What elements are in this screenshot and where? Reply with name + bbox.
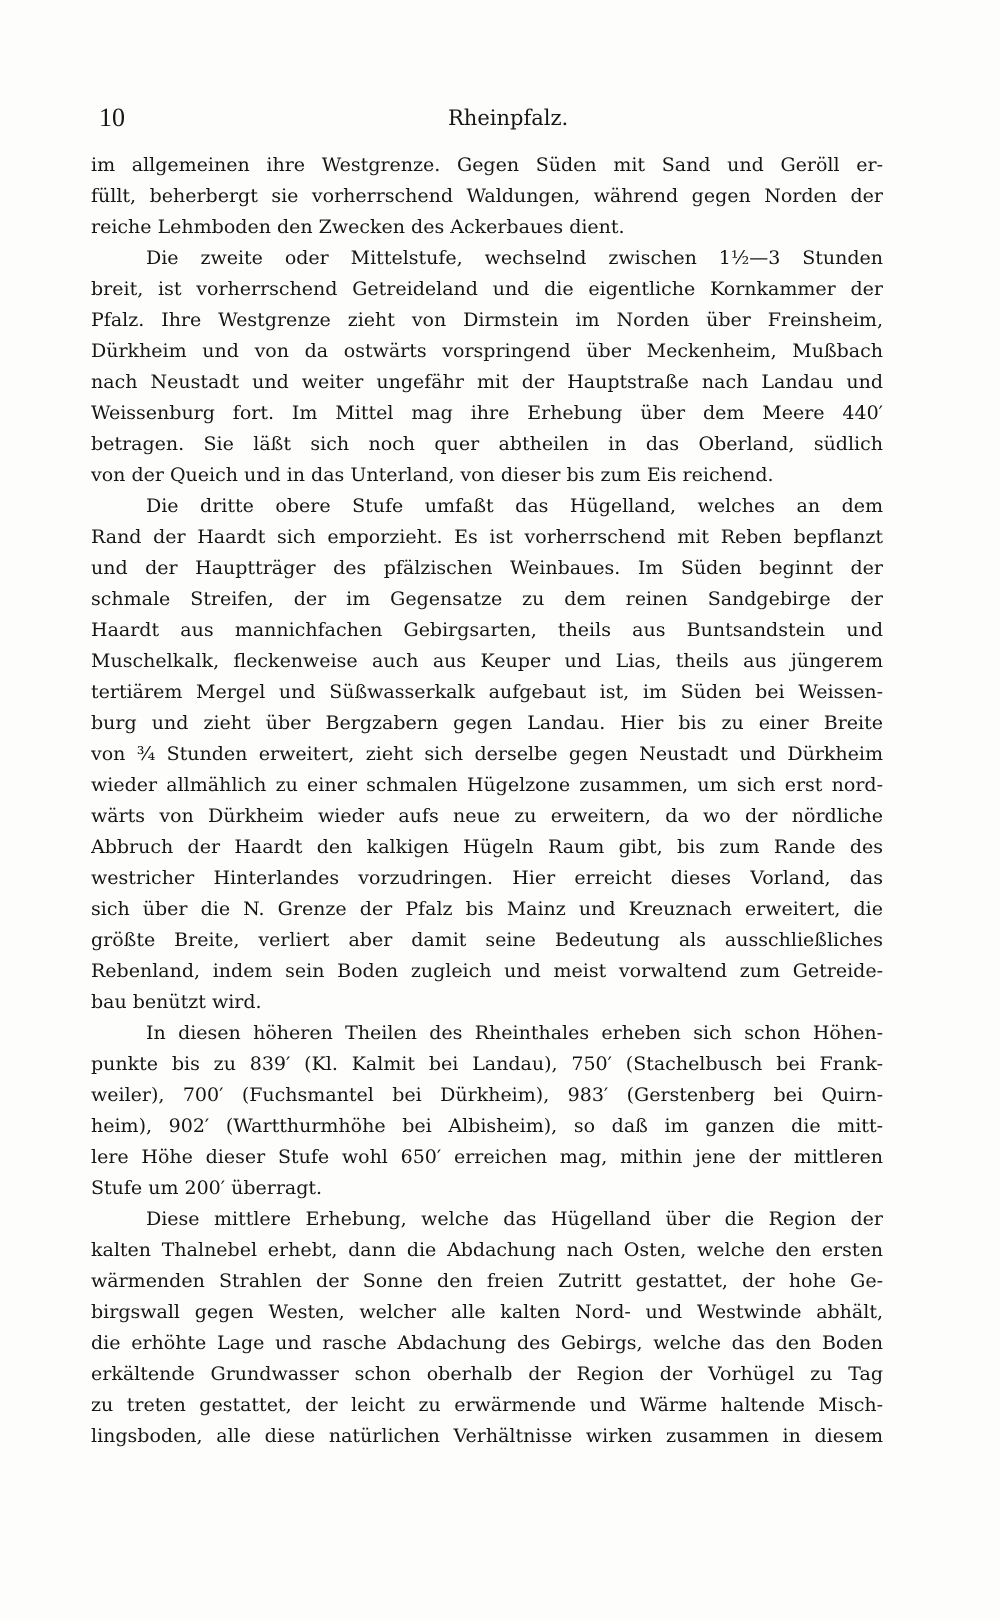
text-line: punkte bis zu 839′ (Kl. Kalmit bei Landau), 750′ (Stachelbusch bei Frank- [91,1053,883,1075]
text-line: Die dritte obere Stufe umfaßt das Hügelland, welches an dem [146,495,883,517]
text-line: wieder allmählich zu einer schmalen Hügelzone zusammen, um sich erst nord- [91,774,883,796]
text-line: zu treten gestattet, der leicht zu erwärmende und Wärme haltende Misch- [91,1394,883,1416]
body-text [91,150,883,1452]
text-line: reiche Lehmboden den Zwecken des Ackerbaues dient. [91,216,625,238]
text-line: Rand der Haardt sich emporzieht. Es ist vorherrschend mit Reben bepflanzt [91,526,883,548]
text-line: schmale Streifen, der im Gegensatze zu dem reinen Sandgebirge der [91,588,883,610]
text-line: größte Breite, verliert aber damit seine Bedeutung als ausschließliches [91,929,883,951]
text-line: wärts von Dürkheim wieder aufs neue zu erweitern, da wo der nördliche [91,805,883,827]
running-head: Rheinpfalz. [448,106,569,130]
text-line: westricher Hinterlandes vorzudringen. Hier erreicht dieses Vorland, das [91,867,883,889]
text-line: wärmenden Strahlen der Sonne den freien Zutritt gestattet, der hohe Ge- [91,1270,883,1292]
text-line: breit, ist vorherrschend Getreideland und die eigentliche Kornkammer der [91,278,883,300]
text-line: von ¾ Stunden erweitert, zieht sich derselbe gegen Neustadt und Dürkheim [91,743,883,765]
text-line: Rebenland, indem sein Boden zugleich und meist vorwaltend zum Getreide- [91,960,883,982]
text-line: Stufe um 200′ überragt. [91,1177,323,1199]
page-header [99,100,881,136]
page-number: 10 [99,103,125,132]
text-line: kalten Thalnebel erhebt, dann die Abdachung nach Osten, welche den ersten [91,1239,883,1261]
text-line: heim), 902′ (Wartthurmhöhe bei Albisheim), so daß im ganzen die mitt- [91,1115,883,1137]
text-line: In diesen höheren Theilen des Rheinthales erheben sich schon Höhen- [146,1022,883,1044]
text-line: lere Höhe dieser Stufe wohl 650′ erreichen mag, mithin jene der mittleren [91,1146,883,1168]
text-line: sich über die N. Grenze der Pfalz bis Mainz und Kreuznach erweitert, die [91,898,883,920]
text-line: nach Neustadt und weiter ungefähr mit der Hauptstraße nach Landau und [91,371,883,393]
text-line: Pfalz. Ihre Westgrenze zieht von Dirmstein im Norden über Freinsheim, [91,309,883,331]
text-line: füllt, beherbergt sie vorherrschend Waldungen, während gegen Norden der [91,185,883,207]
text-line: im allgemeinen ihre Westgrenze. Gegen Süden mit Sand und Geröll er- [91,154,883,176]
text-line: burg und zieht über Bergzabern gegen Landau. Hier bis zu einer Breite [91,712,883,734]
text-line: bau benützt wird. [91,991,262,1013]
text-line: birgswall gegen Westen, welcher alle kalten Nord- und Westwinde abhält, [91,1301,883,1323]
text-line: die erhöhte Lage und rasche Abdachung des Gebirgs, welche das den Boden [91,1332,883,1354]
text-line: erkältende Grundwasser schon oberhalb der Region der Vorhügel zu Tag [91,1363,883,1385]
text-line: lingsboden, alle diese natürlichen Verhältnisse wirken zusammen in diesem [91,1425,883,1447]
text-line: weiler), 700′ (Fuchsmantel bei Dürkheim), 983′ (Gerstenberg bei Quirn- [91,1084,883,1106]
text-line: Die zweite oder Mittelstufe, wechselnd zwischen 1½—3 Stunden [146,247,883,269]
text-line: Haardt aus mannichfachen Gebirgsarten, theils aus Buntsandstein und [91,619,883,641]
text-line: Weissenburg fort. Im Mittel mag ihre Erhebung über dem Meere 440′ [91,402,883,424]
text-line: Muschelkalk, fleckenweise auch aus Keuper und Lias, theils aus jüngerem [91,650,883,672]
text-line: betragen. Sie läßt sich noch quer abtheilen in das Oberland, südlich [91,433,883,455]
text-line: Diese mittlere Erhebung, welche das Hügelland über die Region der [146,1208,883,1230]
text-line: Abbruch der Haardt den kalkigen Hügeln Raum gibt, bis zum Rande des [91,836,883,858]
text-line: von der Queich und in das Unterland, von dieser bis zum Eis reichend. [91,464,774,486]
text-line: Dürkheim und von da ostwärts vorspringend über Meckenheim, Mußbach [91,340,883,362]
text-line: tertiärem Mergel und Süßwasserkalk aufgebaut ist, im Süden bei Weissen- [91,681,883,703]
text-line: und der Hauptträger des pfälzischen Weinbaues. Im Süden beginnt der [91,557,883,579]
